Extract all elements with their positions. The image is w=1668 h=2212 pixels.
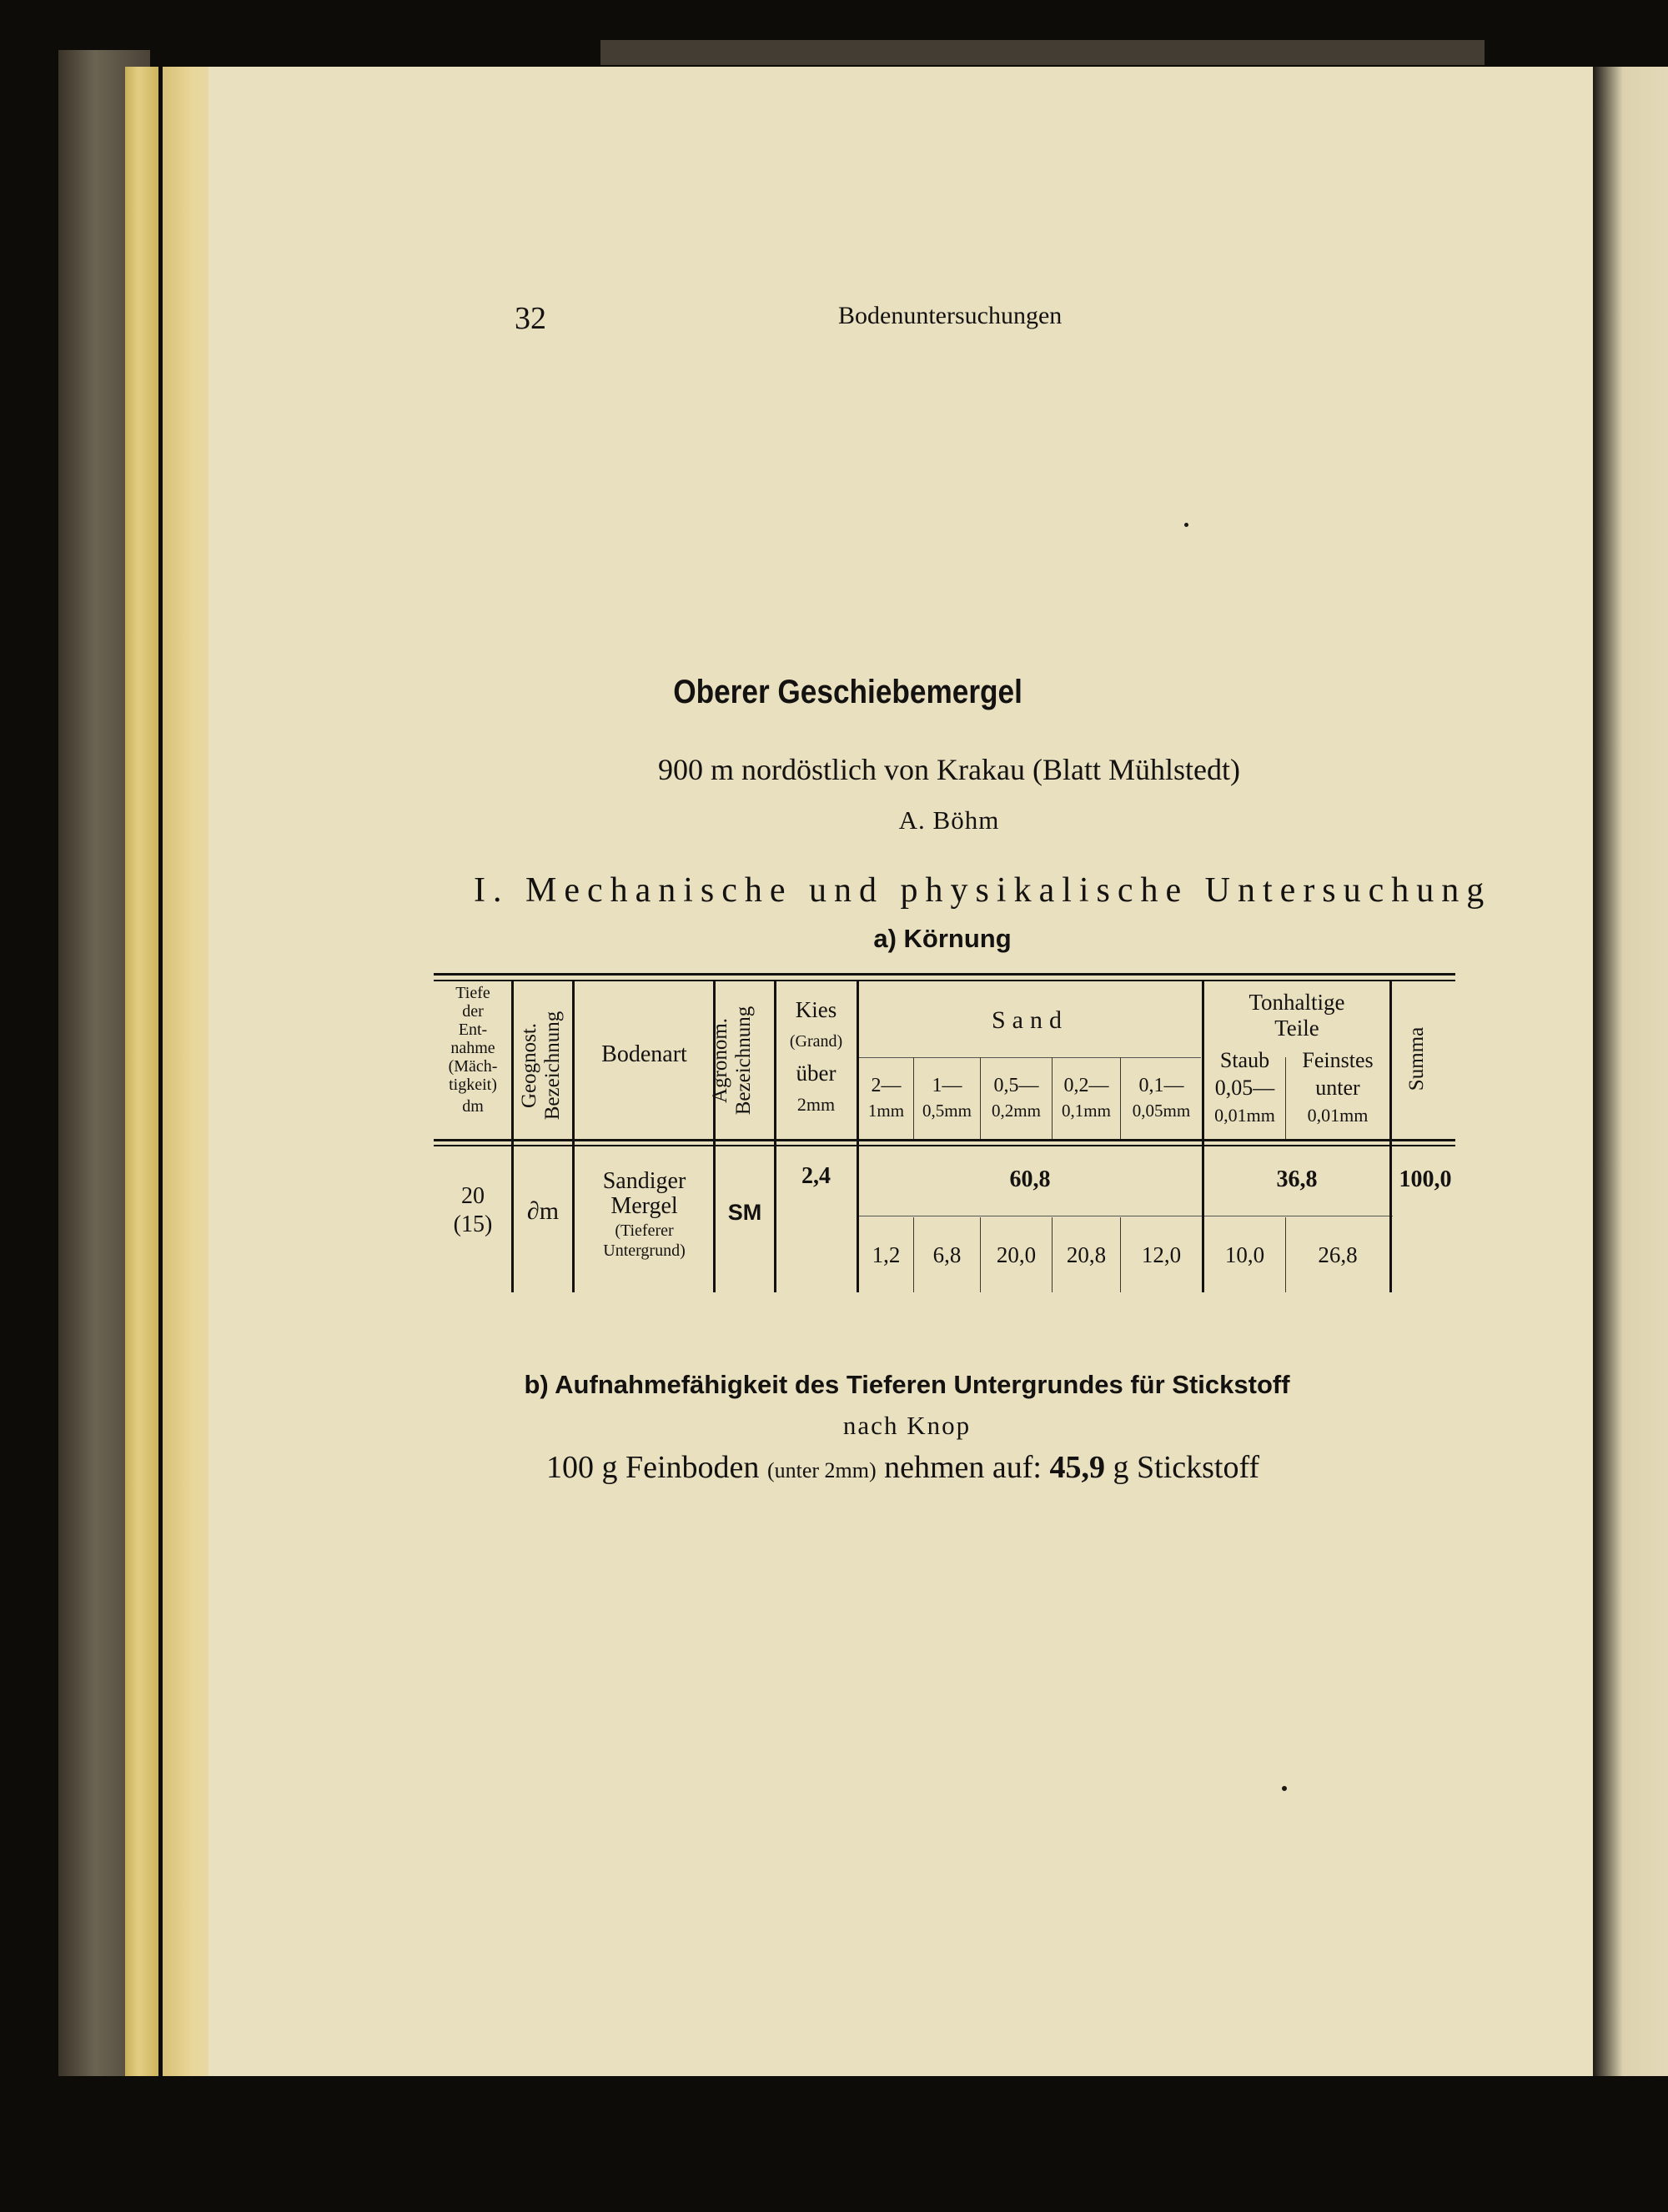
header-tonhaltige: Tonhaltige Teile [1248,990,1345,1041]
cell-geognost: ∂m [526,1197,560,1225]
col-rule-7 [1389,980,1392,1292]
cell-sand-value-2: 6,8 [932,1242,962,1267]
table-header-rule-2 [434,1145,1455,1146]
header-geognost: Geognost. Bezeichnung [518,1011,564,1121]
sand-subheader-rule [859,1057,1201,1058]
header-depth: Tiefe der Ent- nahme (Mäch- tigkeit) dm [448,984,498,1116]
uptake-text-2: (unter 2mm) [766,1458,877,1482]
col-rule-1 [511,980,514,1292]
cell-sand-total: 60,8 [1009,1166,1051,1192]
ink-speck-2 [1184,523,1188,527]
cell-feinstes-value: 26,8 [1318,1242,1358,1267]
cell-ton-total: 36,8 [1276,1166,1318,1192]
header-sand-fraction-4: 0,2— 0,1mm [1062,1075,1111,1121]
page-edge-gilt [125,67,158,2076]
cell-staub-value: 10,0 [1224,1242,1265,1267]
table-top-rule [434,973,1455,976]
subsection-heading: a) Körnung [873,924,1012,953]
header-agronom: Agronom. Bezeichnung [709,1006,755,1116]
header-sand-fraction-3: 0,5— 0,2mm [992,1075,1041,1121]
nitrogen-note-method: nach Knop [842,1411,972,1440]
header-summa: Summa [1405,1026,1428,1091]
cell-kies: 2,4 [801,1163,831,1189]
header-sand-fraction-2: 1— 0,5mm [922,1075,972,1121]
nitrogen-uptake-line [546,1449,1259,1486]
header-sand-fraction-5: 0,1— 0,05mm [1132,1075,1191,1121]
cell-bodenart: Sandiger Mergel (Tieferer Untergrund) [602,1168,686,1260]
uptake-text-4: g Stickstoff [1113,1450,1260,1485]
cell-summa: 100,0 [1399,1166,1452,1192]
header-sand: Sand [992,1006,1068,1034]
header-feinstes: Feinstes unter 0,01mm [1302,1048,1374,1126]
header-sand-fraction-1: 2— 1mm [867,1075,905,1121]
header-bodenart: Bodenart [601,1041,687,1067]
table-header-rule [434,1139,1455,1141]
document-title: Oberer Geschiebemergel [673,674,1022,710]
book-top-edge [600,40,1485,65]
uptake-text-3: nehmen auf: [884,1450,1042,1485]
page-number: 32 [515,301,546,336]
author-name: A. Böhm [898,805,1000,835]
page-edge-inner [163,67,213,2076]
ink-speck [1282,1786,1287,1791]
header-kies: Kies (Grand) über 2mm [789,997,843,1115]
cell-sand-value-3: 20,0 [996,1242,1037,1267]
col-rule-2 [572,980,575,1292]
cell-sand-value-1: 1,2 [872,1242,901,1267]
running-head: Bodenuntersuchungen [838,302,1063,329]
table-top-rule-2 [434,980,1455,981]
uptake-text-1: 100 g Feinboden [546,1450,760,1485]
header-staub: Staub 0,05— 0,01mm [1214,1048,1275,1126]
nitrogen-note-heading: b) Aufnahmefähigkeit des Tieferen Untergrundes für Stickstoff [524,1370,1290,1399]
cell-depth: 20 (15) [453,1183,493,1237]
facing-page-edge [1593,67,1668,2076]
cell-agronom: SM [727,1200,762,1225]
section-heading: I. Mechanische und physikalische Untersuchung [474,871,1492,910]
uptake-value: 45,9 [1049,1450,1105,1485]
cell-sand-value-5: 12,0 [1141,1242,1182,1267]
cell-sand-value-4: 20,8 [1066,1242,1107,1267]
sample-location: 900 m nordöstlich von Krakau (Blatt Mühlstedt) [658,753,1240,786]
